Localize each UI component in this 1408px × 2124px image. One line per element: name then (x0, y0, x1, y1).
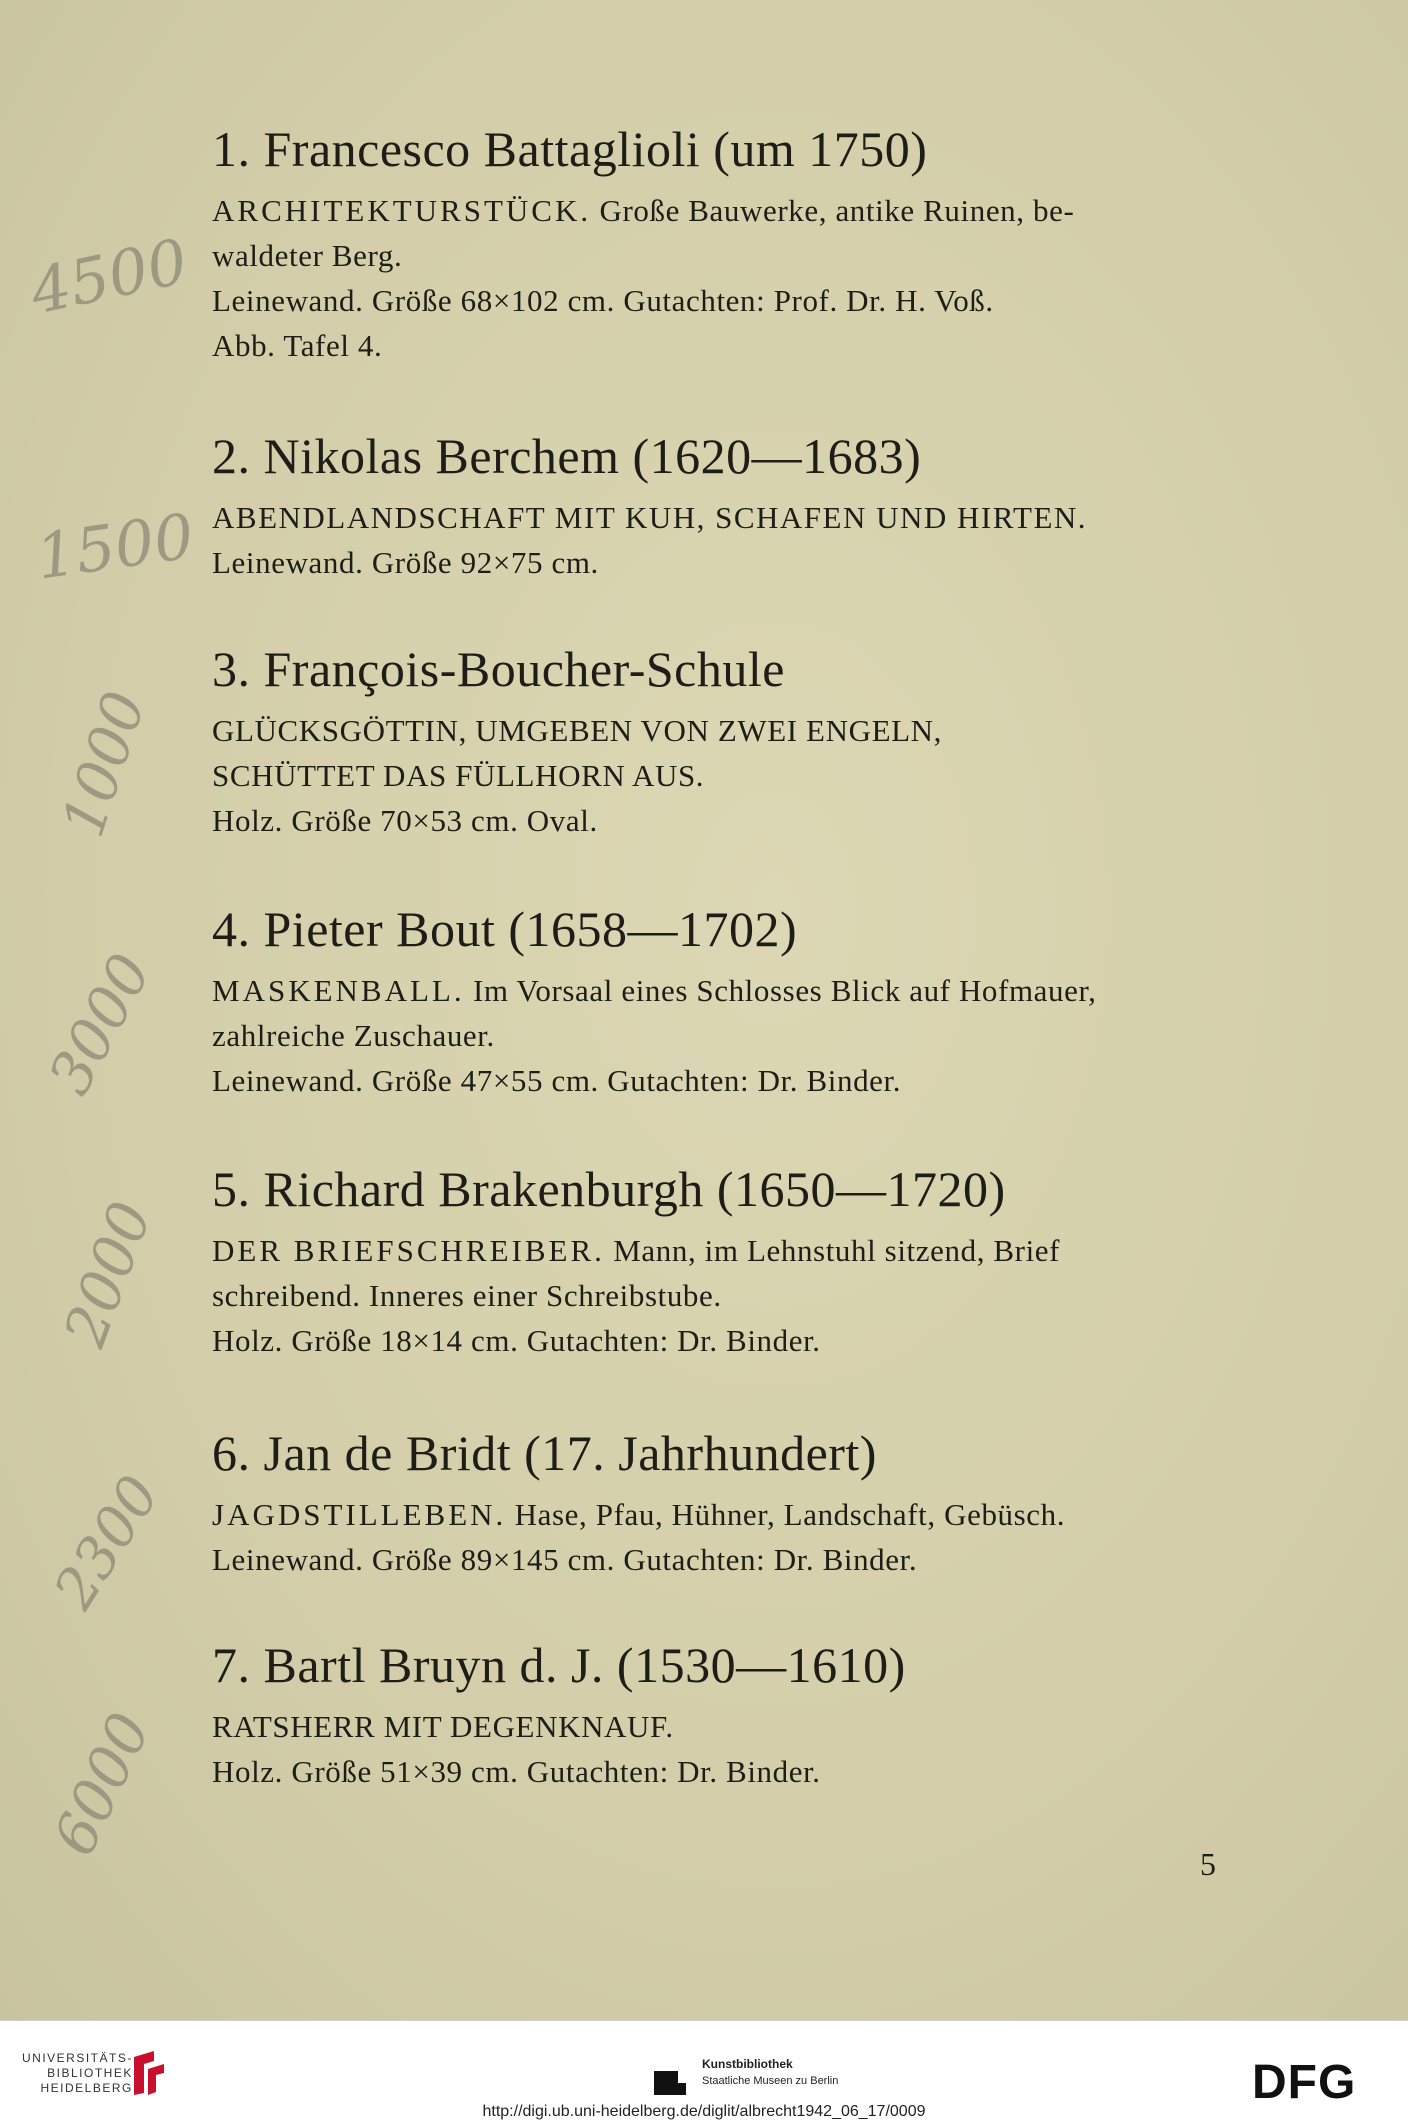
entry-description: zahlreiche Zuschauer. (212, 1018, 495, 1053)
library-logo-icon (124, 2047, 172, 2099)
entry-description: JAGDSTILLEBEN. Hase, Pfau, Hühner, Landschaft, Gebüsch. (212, 1497, 1066, 1532)
pencil-annotation: 2000 (50, 1193, 165, 1355)
entry-description: waldeter Berg. (212, 238, 403, 273)
catalog-entry (212, 1160, 1252, 1363)
entry-caption: JAGDSTILLEBEN. (212, 1497, 507, 1532)
source-url[interactable]: http://digi.ub.uni-heidelberg.de/diglit/albrecht1942_06_17/0009 (482, 2103, 926, 2120)
entry-title: 1. Francesco Battaglioli (um 1750) (212, 121, 928, 177)
entry-caption: MASKENBALL. (212, 973, 465, 1008)
entry-description: MASKENBALL. Im Vorsaal eines Schlosses Blick auf Hofmauer, (212, 973, 1097, 1008)
entry-title: 2. Nikolas Berchem (1620—1683) (212, 428, 922, 484)
catalog-entry (212, 1636, 1252, 1794)
entry-details: Holz. Größe 51×39 cm. Gutachten: Dr. Binder. (212, 1754, 821, 1789)
entry-description: ARCHITEKTURSTÜCK. Große Bauwerke, antike Ruinen, be- (212, 193, 1075, 228)
entry-title: 7. Bartl Bruyn d. J. (1530—1610) (212, 1637, 906, 1693)
pencil-annotation: 6000 (39, 1702, 164, 1866)
dfg-logo: DFG (1252, 2056, 1357, 2109)
page-number: 5 (1200, 1846, 1216, 1882)
entry-plate-reference: Abb. Tafel 4. (212, 328, 383, 363)
footer-bar (0, 2020, 1408, 2124)
entry-details: Leinewand. Größe 68×102 cm. Gutachten: Prof. Dr. H. Voß. (212, 283, 994, 318)
entry-caption: DER BRIEFSCHREIBER. (212, 1233, 605, 1268)
catalog-entry (212, 640, 1252, 843)
entry-caption: RATSHERR MIT DEGENKNAUF. (212, 1709, 674, 1744)
pencil-annotation: 3000 (35, 942, 165, 1106)
pencil-annotation: 1000 (48, 683, 159, 845)
catalog-entry (212, 1424, 1252, 1582)
entry-caption: ABENDLANDSCHAFT MIT KUH, SCHAFEN UND HIRTEN. (212, 500, 1088, 535)
entry-title: 3. François-Boucher-Schule (212, 641, 785, 697)
catalog-entry (212, 120, 1252, 368)
entry-details: Leinewand. Größe 92×75 cm. (212, 545, 599, 580)
catalog-entry (212, 900, 1252, 1103)
catalog-entry (212, 427, 1252, 585)
library-logo-text: UNIVERSITÄTS- BIBLIOTHEK HEIDELBERG (22, 2051, 133, 2095)
entry-details: Holz. Größe 70×53 cm. Oval. (212, 803, 598, 838)
pencil-annotation: 4500 (24, 224, 194, 329)
entry-details: Holz. Größe 18×14 cm. Gutachten: Dr. Binder. (212, 1323, 821, 1358)
entry-description: DER BRIEFSCHREIBER. Mann, im Lehnstuhl sitzend, Brief (212, 1233, 1061, 1268)
entry-details: Leinewand. Größe 47×55 cm. Gutachten: Dr. Binder. (212, 1063, 902, 1098)
entry-caption: ARCHITEKTURSTÜCK. (212, 193, 592, 228)
kunstbibliothek-logo-icon (650, 2061, 690, 2101)
entry-details: Leinewand. Größe 89×145 cm. Gutachten: Dr. Binder. (212, 1542, 918, 1577)
entry-title: 6. Jan de Bridt (17. Jahrhundert) (212, 1425, 877, 1481)
entry-title: 5. Richard Brakenburgh (1650—1720) (212, 1161, 1006, 1217)
entry-description: schreibend. Inneres einer Schreibstube. (212, 1278, 722, 1313)
entry-title: 4. Pieter Bout (1658—1702) (212, 901, 798, 957)
entry-caption: GLÜCKSGÖTTIN, UMGEBEN VON ZWEI ENGELN, (212, 713, 942, 748)
partner-logo-text: Kunstbibliothek Staatliche Museen zu Berlin (702, 2057, 839, 2087)
pencil-annotation: 2300 (41, 1464, 173, 1621)
entry-caption: SCHÜTTET DAS FÜLLHORN AUS. (212, 758, 705, 793)
pencil-annotation: 1500 (31, 499, 199, 594)
